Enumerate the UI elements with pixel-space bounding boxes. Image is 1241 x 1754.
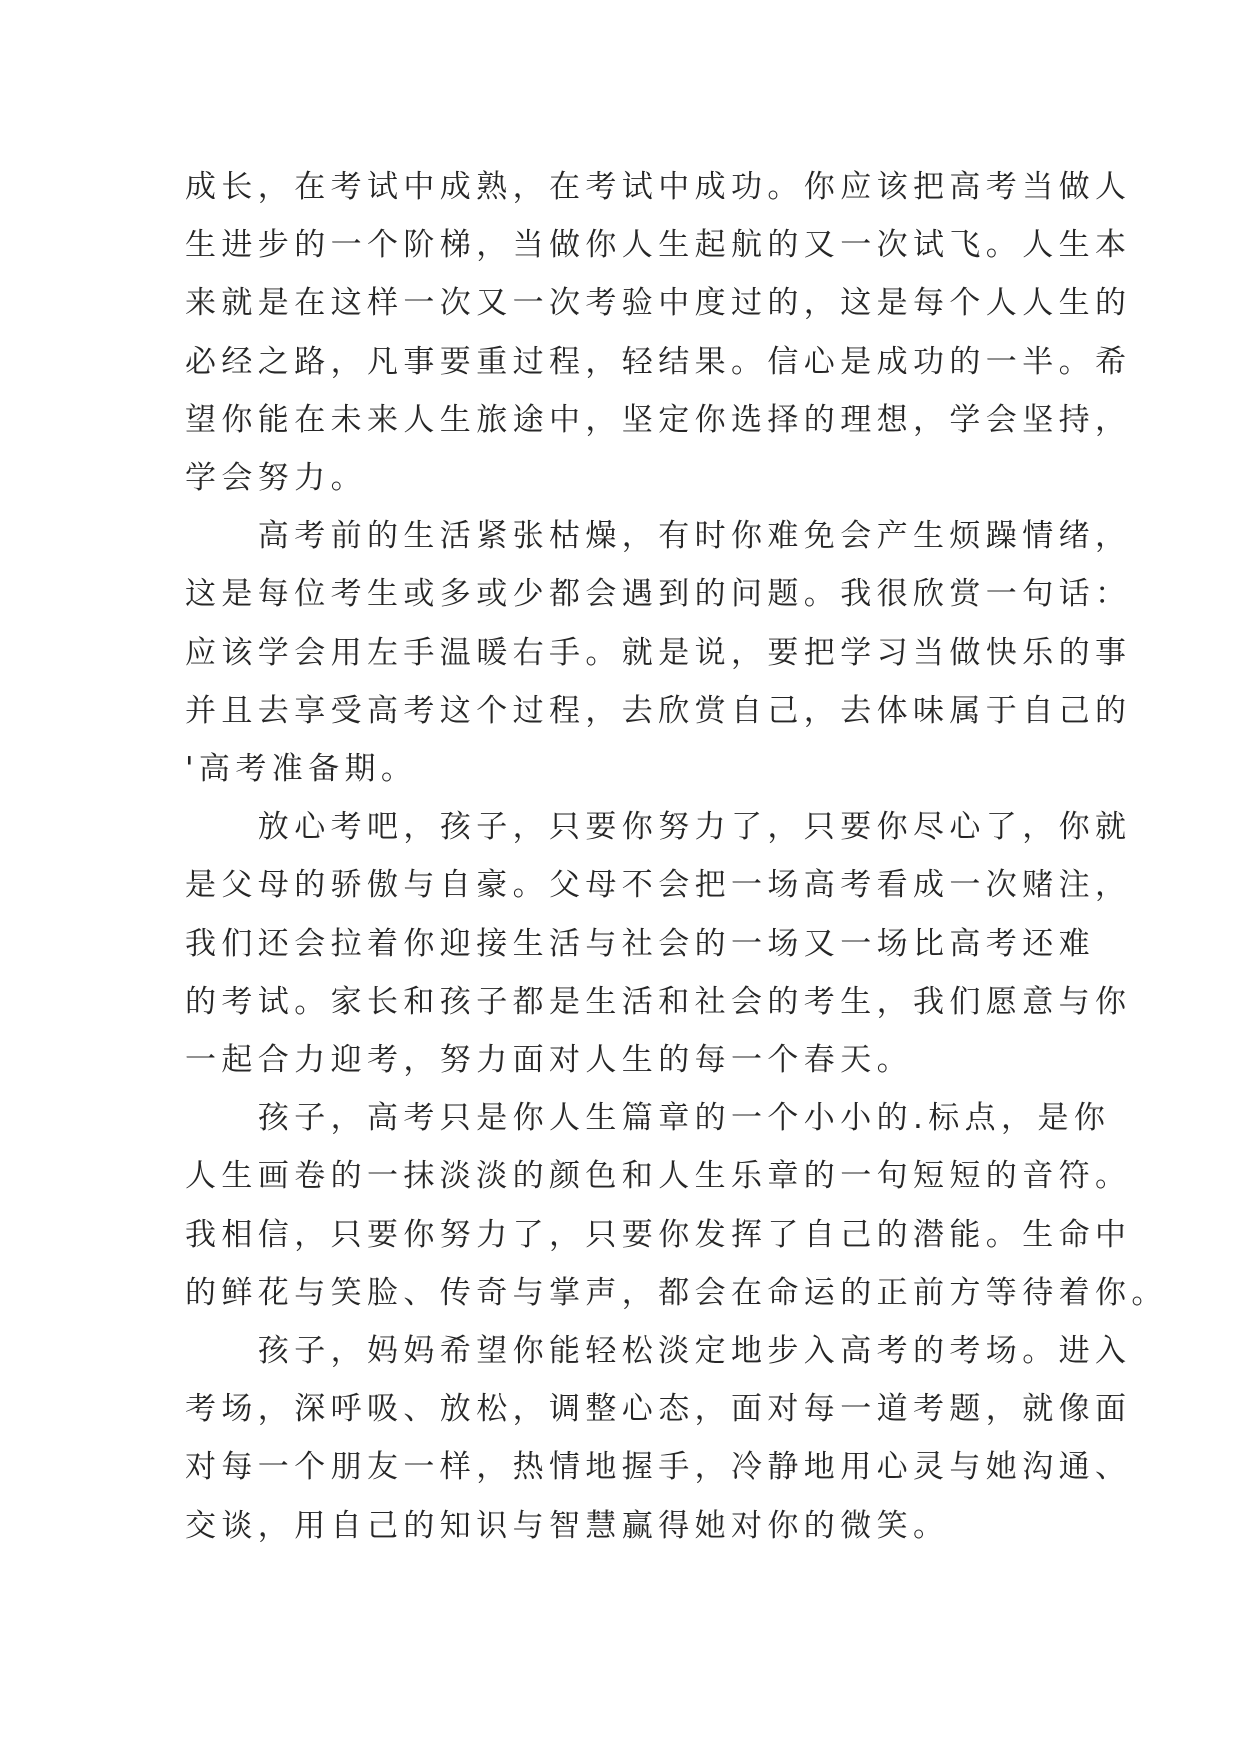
text-line: 并且去享受高考这个过程，去欣赏自己，去体味属于自己的	[185, 692, 1132, 729]
text-line: 生进步的一个阶梯，当做你人生起航的又一次试飞。人生本	[185, 227, 1132, 264]
text-line: 高考前的生活紧张枯燥，有时你难免会产生烦躁情绪，	[185, 518, 1132, 555]
text-line: 的考试。家长和孩子都是生活和社会的考生，我们愿意与你	[185, 983, 1132, 1020]
text-line: 来就是在这样一次又一次考验中度过的，这是每个人人生的	[185, 285, 1132, 322]
text-line: 孩子，高考只是你人生篇章的一个小小的.标点，是你	[185, 1100, 1111, 1137]
text-line: 放心考吧，孩子，只要你努力了，只要你尽心了，你就	[185, 809, 1132, 846]
text-line: 孩子，妈妈希望你能轻松淡定地步入高考的考场。进入	[185, 1333, 1132, 1370]
paragraph-1	[185, 158, 1132, 507]
paragraph-2	[185, 507, 1132, 798]
text-line: '高考准备期。	[185, 751, 418, 788]
text-line: 是父母的骄傲与自豪。父母不会把一场高考看成一次赌注，	[185, 867, 1132, 904]
text-line: 学会努力。	[185, 460, 367, 497]
text-line: 应该学会用左手温暖右手。就是说，要把学习当做快乐的事	[185, 634, 1132, 671]
paragraph-3	[185, 798, 1132, 1089]
text-line: 必经之路，凡事要重过程，轻结果。信心是成功的一半。希	[185, 343, 1132, 380]
text-line: 我们还会拉着你迎接生活与社会的一场又一场比高考还难	[185, 925, 1095, 962]
text-line: 成长，在考试中成熟，在考试中成功。你应该把高考当做人	[185, 169, 1132, 205]
text-line: 我相信，只要你努力了，只要你发挥了自己的潜能。生命中	[185, 1216, 1132, 1253]
text-line: 对每一个朋友一样，热情地握手，冷静地用心灵与她沟通、	[185, 1449, 1132, 1486]
paragraph-4	[185, 1089, 1168, 1322]
paragraph-5	[185, 1322, 1132, 1555]
document-body	[185, 158, 1168, 1555]
text-line: 考场，深呼吸、放松，调整心态，面对每一道考题，就像面	[185, 1391, 1132, 1428]
text-line: 一起合力迎考，努力面对人生的每一个春天。	[185, 1042, 913, 1079]
text-line: 望你能在未来人生旅途中，坚定你选择的理想，学会坚持，	[185, 401, 1132, 438]
text-line: 人生画卷的一抹淡淡的颜色和人生乐章的一句短短的音符。	[185, 1158, 1132, 1195]
text-line: 交谈，用自己的知识与智慧赢得她对你的微笑。	[185, 1507, 950, 1544]
text-line: 的鲜花与笑脸、传奇与掌声，都会在命运的正前方等待着你。	[185, 1274, 1168, 1311]
text-line: 这是每位考生或多或少都会遇到的问题。我很欣赏一句话：	[185, 576, 1132, 613]
